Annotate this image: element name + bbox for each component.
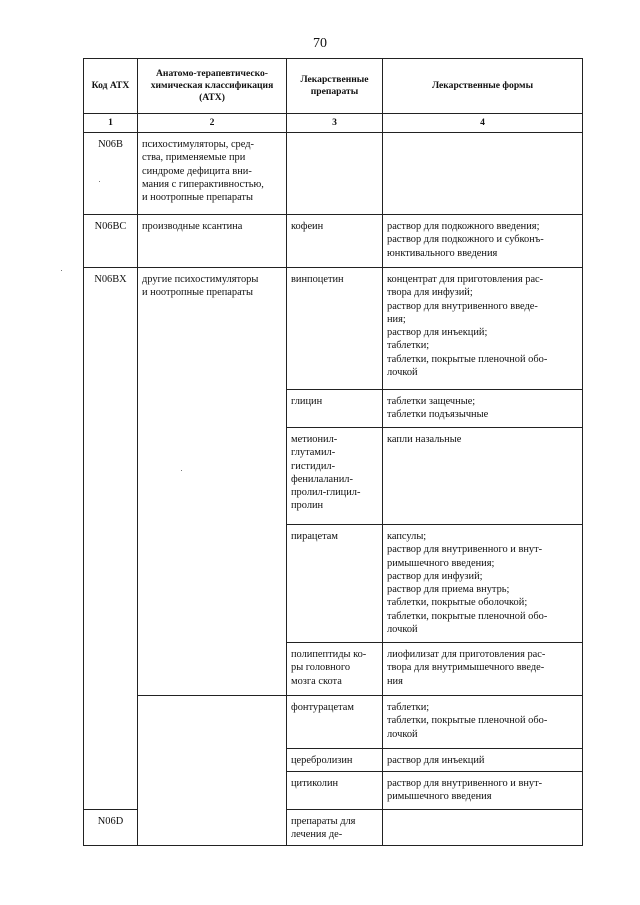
header-classification: Анатомо-терапевтическо- химическая классификация (АТХ) [138,59,287,114]
dosage-forms-cell: раствор для внутривенного и внут- римышечного введения [383,772,583,810]
dosage-forms-cell: концентрат для приготовления рас- твора для инфузий; раствор для внутривенного введе- ния; раствор для инъекций; таблетки; таблетки, покрытые пленочной обо- лочкой [383,268,583,390]
scan-speck [61,270,62,271]
table-row [84,696,583,749]
dosage-forms-cell: раствор для подкожного введения; раствор для подкожного и субконъ- юнктивального введения [383,215,583,268]
atx-code-cell: N06BC [84,215,138,268]
atx-code-cell: N06D [84,810,138,846]
column-number: 4 [383,114,583,133]
page-number: 70 [313,36,327,51]
dosage-forms-cell [383,133,583,215]
classification-cell [138,696,287,846]
column-number-row [84,114,583,133]
drug-cell: фонтурацетам [287,696,383,749]
atx-code-cell: N06B [84,133,138,215]
drug-cell: винпоцетин [287,268,383,390]
column-number: 2 [138,114,287,133]
drug-cell [287,133,383,215]
header-dosage-forms: Лекарственные формы [383,59,583,114]
drug-cell: глицин [287,390,383,428]
classification-cell: производные ксантина [138,215,287,268]
atx-table [83,58,583,846]
atx-code-cell: N06BX [84,268,138,810]
scan-speck [99,181,100,182]
header-drugs: Лекарственные препараты [287,59,383,114]
dosage-forms-cell: раствор для инъекций [383,749,583,772]
drug-cell: полипептиды ко- ры головного мозга скота [287,643,383,696]
classification-cell: другие психостимуляторы и ноотропные препараты [138,268,287,696]
classification-cell: препараты для лечения де- [287,810,383,846]
table-row [84,215,583,268]
drug-cell: пирацетам [287,525,383,643]
dosage-forms-cell: лиофилизат для приготовления рас- твора для внутримышечного введе- ния [383,643,583,696]
dosage-forms-cell: таблетки защечные; таблетки подъязычные [383,390,583,428]
table-row [84,133,583,215]
scan-speck [181,470,182,471]
drug-cell: цитиколин [287,772,383,810]
drug-cell: метионил- глутамил- гистидил- фенилаланил- пролил-глицил- пролин [287,428,383,525]
column-number: 1 [84,114,138,133]
table-header-row [84,59,583,114]
column-number: 3 [287,114,383,133]
drug-cell: кофеин [287,215,383,268]
dosage-forms-cell: капсулы; раствор для внутривенного и внут- римышечного введения; раствор для инфузий; раствор для приема внутрь; таблетки, покрытые оболочкой; таблетки, покрытые пленочной обо- лочкой [383,525,583,643]
dosage-forms-cell: капли назальные [383,428,583,525]
drug-cell: церебролизин [287,749,383,772]
table-row [84,268,583,390]
classification-cell: психостимуляторы, сред- ства, применяемые при синдроме дефицита вни- мания с гиперактивностью, и ноотропные препараты [138,133,287,215]
dosage-forms-cell: таблетки; таблетки, покрытые пленочной обо- лочкой [383,696,583,749]
drug-cell [383,810,583,846]
header-atx-code: Код АТХ [84,59,138,114]
